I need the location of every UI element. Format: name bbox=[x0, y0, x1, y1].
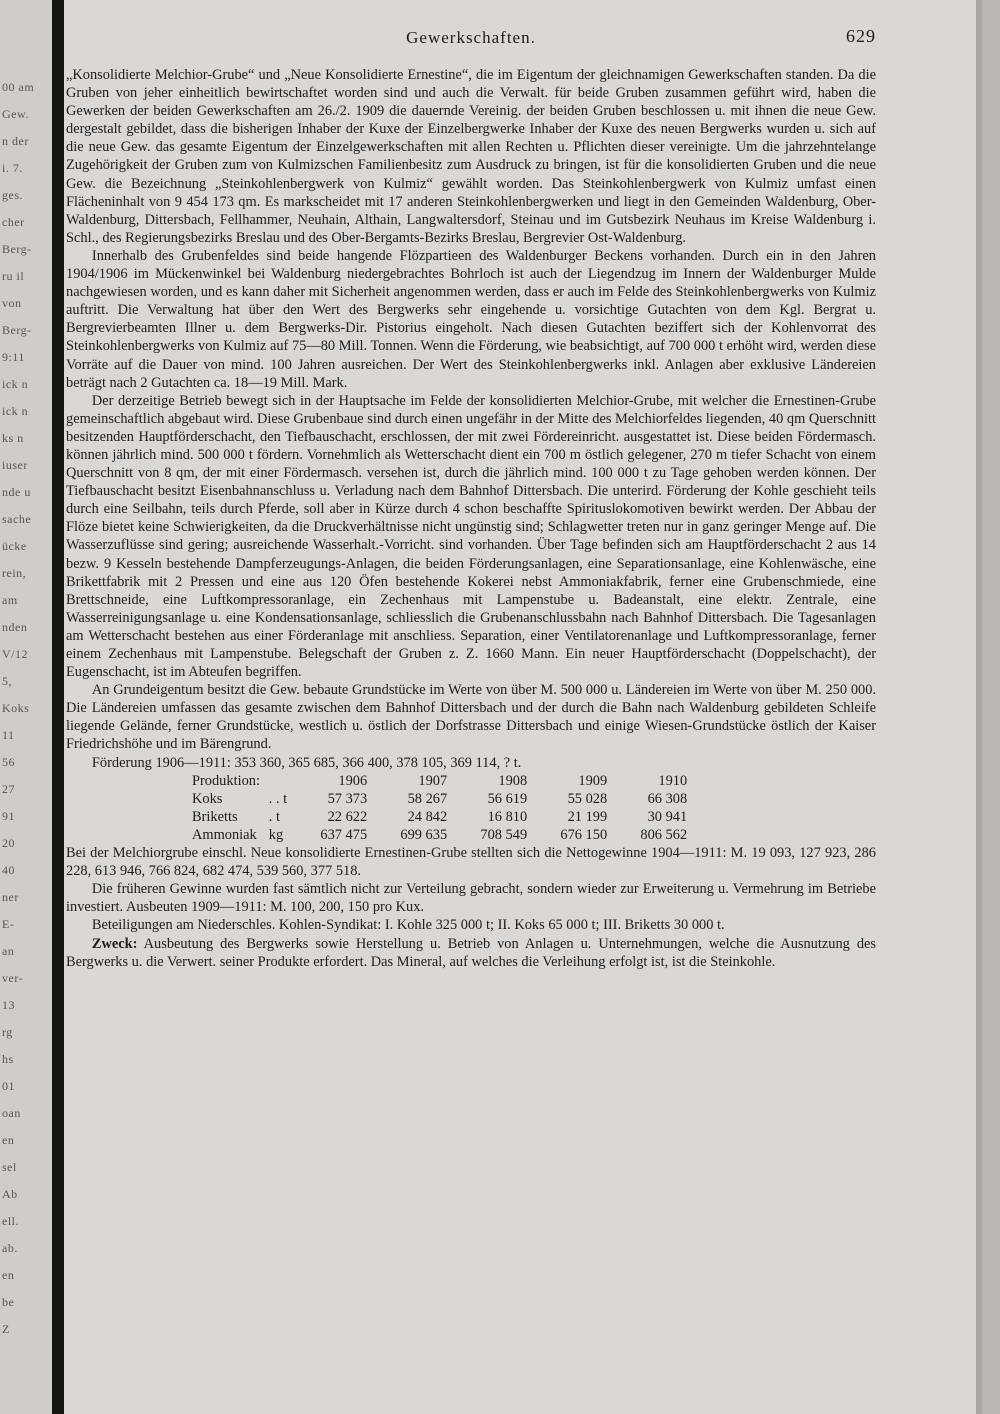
margin-fragment: 27 bbox=[2, 782, 15, 796]
product-unit: . . t bbox=[268, 790, 288, 807]
margin-fragment: ell. bbox=[2, 1214, 19, 1228]
margin-fragment: Gew. bbox=[2, 107, 29, 121]
production-row-briketts bbox=[186, 808, 693, 826]
value-cell: 16 810 bbox=[487, 808, 528, 825]
purpose-text: Ausbeutung des Bergwerks sowie Herstellung u. Betrieb von Anlagen u. Unternehmungen, welche die Ausnutzung des Bergwerks u. die Verwert. seiner Produkte erfordert. Das Mineral, auf welches die Verleihung erfolgt ist, ist die Steinkohle. bbox=[66, 935, 876, 970]
margin-fragment: ücke bbox=[2, 539, 27, 553]
margin-fragment: ab. bbox=[2, 1241, 18, 1255]
value-cell: 57 373 bbox=[327, 790, 368, 807]
production-label: Produktion: bbox=[192, 772, 260, 789]
margin-fragment: V/12 bbox=[2, 647, 28, 661]
margin-fragment: Berg- bbox=[2, 242, 32, 256]
year-cell: 1907 bbox=[418, 772, 448, 789]
margin-fragment: n der bbox=[2, 134, 29, 148]
margin-fragment: i. 7. bbox=[2, 161, 23, 175]
margin-fragment: Koks bbox=[2, 701, 30, 715]
page-number: 629 bbox=[846, 26, 876, 46]
year-cell: 1906 bbox=[338, 772, 368, 789]
value-cell: 24 842 bbox=[407, 808, 448, 825]
page-header bbox=[66, 26, 876, 52]
production-row-koks bbox=[186, 790, 693, 808]
margin-fragment: iuser bbox=[2, 458, 28, 472]
purpose-label: Zweck: bbox=[91, 935, 138, 952]
product-unit: . t bbox=[268, 808, 280, 825]
margin-fragment: Z bbox=[2, 1322, 10, 1336]
margin-fragment: 9:11 bbox=[2, 350, 25, 364]
product-name: Koks bbox=[192, 790, 223, 807]
product-unit: kg bbox=[268, 826, 284, 843]
paragraph-consolidation: „Konsolidierte Melchior-Grube“ und „Neue Konsolidierte Ernestine“, die im Eigentum der gleichnamigen Gewerkschaften standen. Da die Gruben von jeher einheitlich bewirtschaftet worden sind und auch die Verwalt. für beide Gruben zusammen geführt wird, haben die Gewerken der beiden Gewerkschaften am 26./2. 1909 die dauernde Vereinig. der beiden Gruben beschlossen u. mit ihnen die neue Gew. dergestalt gebildet, dass die bisherigen Inhaber der Kuxe der Einzelbergwerke Inhaber der Kuxe des neuen Bergwerks wurden u. sich auf die neue Gew. das gesamte Eigentum der Einzelgewerkschaften mit allen Rechten u. Pflichten dieser vereinigte. Um die jahrzehntelange Zugehörigkeit der Gruben zum von Kulmizschen Familienbesitz zum Ausdruck zu bringen, ist für die konsolidierten Gruben und die neue Gew. die Bezeichnung „Steinkohlenbergwerk von Kulmiz“ gewählt worden. Das Steinkohlenbergwerk von Kulmiz umfast einen Flächeninhalt von 9 454 173 qm. Es markscheidet mit 17 anderen Steinkohlenbergwerken und liegt in den Gemeinden Waldenburg, Ober-Waldenburg, Dittersbach, Fellhammer, Neuhain, Althain, Langwaltersdorf, Steinau und im Gutsbezirk Neuhaus im Kreise Waldenburg i. Schl., des Regierungsbezirks Breslau und des Ober-Bergamts-Bezirks Breslau, Bergrevier Ost-Waldenburg. bbox=[66, 67, 876, 246]
margin-fragment: cher bbox=[2, 215, 25, 229]
value-cell: 58 267 bbox=[407, 790, 448, 807]
running-title: Gewerkschaften. bbox=[406, 28, 536, 47]
paragraph-coal-reserves: Innerhalb des Grubenfeldes sind beide hangende Flözpartieen des Waldenburger Beckens vorhanden. Durch ein in den Jahren 1904/1906 im Mückenwinkel bei Waldenburg niedergebrachtes Bohrloch ist auch der Liegendzug im Innern der Waldenburger Mulde nachgewiesen worden, und es kann daher mit Sicherheit angenommen werden, dass er auch im Felde des Steinkohlenbergwerks von Kulmiz auftritt. Die Verwaltung hat über den Wert des Bergwerks sehr eingehende u. vorsichtige Gutachten von dem Kgl. Bergrat u. Bergrevierbeamten Illner u. dem Bergwerks-Dir. Pistorius eingeholt. Nach diesen Gutachten beziffert sich der Kohlenvorrat des Steinkohlenbergwerks von Kulmiz auf 75—80 Mill. Tonnen. Wenn die Förderung, wie beabsichtigt, auf 700 000 t erhöht wird, werden diese Vorräte auf die Dauer von mind. 100 Jahren ausreichen. Der Wert des Steinkohlenbergwerks inkl. Anlagen aber exklusive Ländereien beträgt nach 2 Gutachten ca. 18—19 Mill. Mark. bbox=[66, 247, 876, 391]
margin-fragment: ru il bbox=[2, 269, 25, 283]
value-cell: 21 199 bbox=[567, 808, 608, 825]
paragraph-dividends: Die früheren Gewinne wurden fast sämtlich nicht zur Verteilung gebracht, sondern wieder zur Erweiterung u. Vermehrung im Betriebe investiert. Ausbeuten 1909—1911: M. 100, 200, 150 pro Kux. bbox=[66, 881, 876, 916]
margin-fragment: hs bbox=[2, 1052, 14, 1066]
margin-fragment: sel bbox=[2, 1160, 17, 1174]
margin-fragment: 13 bbox=[2, 998, 15, 1012]
margin-fragment: 91 bbox=[2, 809, 15, 823]
year-cell: 1908 bbox=[498, 772, 528, 789]
value-cell: 637 475 bbox=[320, 826, 368, 843]
book-spine-shadow bbox=[52, 0, 64, 1414]
value-cell: 806 562 bbox=[640, 826, 688, 843]
margin-fragment: nden bbox=[2, 620, 28, 634]
production-table bbox=[186, 772, 693, 844]
margin-fragment: oan bbox=[2, 1106, 21, 1120]
margin-fragment: E- bbox=[2, 917, 15, 931]
value-cell: 676 150 bbox=[560, 826, 608, 843]
production-header-row bbox=[186, 772, 693, 790]
margin-fragment: 11 bbox=[2, 728, 15, 742]
value-cell: 56 619 bbox=[487, 790, 528, 807]
page-edge bbox=[982, 0, 1000, 1414]
paragraph-syndicate: Beteiligungen am Niederschles. Kohlen-Syndikat: I. Kohle 325 000 t; II. Koks 65 000 t; III. Briketts 30 000 t. bbox=[91, 917, 725, 934]
adjacent-page-margin bbox=[0, 0, 52, 1414]
margin-fragment: 5, bbox=[2, 674, 12, 688]
margin-fragment: 01 bbox=[2, 1079, 15, 1093]
paragraph-purpose bbox=[66, 935, 876, 971]
value-cell: 22 622 bbox=[327, 808, 368, 825]
production-row-ammoniak bbox=[186, 826, 693, 844]
margin-fragment: ick n bbox=[2, 404, 29, 418]
product-name: Ammoniak bbox=[192, 826, 257, 843]
paragraph-land-ownership: An Grundeigentum besitzt die Gew. bebaute Grundstücke im Werte von über M. 500 000 u. Ländereien im Werte von über M. 250 000. Die Ländereien umfassen das gesamte zwischen dem Bahnhof Dittersbach und der durch die Bahn nach Waldenburg gebildeten Schleife liegende Gelände, ferner Grundstücke, westlich u. östlich der Dorfstrasse Dittersbach und einige Wiesen-Grundstücke östlich der Kaiser Friedrichshöhe und im Bärengrund. bbox=[66, 682, 876, 753]
margin-fragment: 40 bbox=[2, 863, 15, 877]
document-page bbox=[66, 26, 876, 971]
value-cell: 55 028 bbox=[567, 790, 608, 807]
paragraph-output-figures: Förderung 1906—1911: 353 360, 365 685, 366 400, 378 105, 369 114, ? t. bbox=[91, 754, 522, 771]
margin-fragment: ks n bbox=[2, 431, 24, 445]
margin-fragment: Berg- bbox=[2, 323, 32, 337]
margin-fragment: nde u bbox=[2, 485, 31, 499]
page-body bbox=[66, 66, 876, 971]
margin-fragment: rg bbox=[2, 1025, 13, 1039]
margin-fragment: ner bbox=[2, 890, 19, 904]
margin-fragment: ick n bbox=[2, 377, 29, 391]
year-cell: 1910 bbox=[658, 772, 688, 789]
margin-fragment: Ab bbox=[2, 1187, 18, 1201]
value-cell: 30 941 bbox=[647, 808, 688, 825]
margin-fragment: von bbox=[2, 296, 22, 310]
year-cell: 1909 bbox=[578, 772, 608, 789]
margin-fragment: an bbox=[2, 944, 15, 958]
margin-fragment: ver- bbox=[2, 971, 24, 985]
paragraph-net-profits: Bei der Melchiorgrube einschl. Neue konsolidierte Ernestinen-Grube stellten sich die Nettogewinne 1904—1911: M. 19 093, 127 923, 286 228, 613 946, 766 824, 682 474, 539 560, 377 518. bbox=[66, 845, 876, 880]
margin-fragment: 56 bbox=[2, 755, 15, 769]
margin-fragment: ges. bbox=[2, 188, 23, 202]
value-cell: 66 308 bbox=[647, 790, 688, 807]
margin-fragment: sache bbox=[2, 512, 32, 526]
margin-fragment: be bbox=[2, 1295, 15, 1309]
value-cell: 699 635 bbox=[400, 826, 448, 843]
margin-fragment: en bbox=[2, 1133, 15, 1147]
margin-fragment: rein, bbox=[2, 566, 27, 580]
margin-fragment: 20 bbox=[2, 836, 15, 850]
paragraph-operations: Der derzeitige Betrieb bewegt sich in der Hauptsache im Felde der konsolidierten Melchior-Grube, mit welcher die Ernestinen-Grube gemeinschaftlich abgebaut wird. Diese Grubenbaue sind durch einen ungefähr in der Mitte des Melchiorfeldes liegenden, 40 qm Querschnitt besitzenden Hauptförderschacht, den Tiefbauschacht, erschlossen, der mit zwei Fördereinricht. ausgestattet ist. Diese beiden Fördermasch. können jährlich mind. 500 000 t fördern. Vornehmlich als Wetterschacht dient ein 700 m östlich gelegener, 270 m tiefer Schacht von einem Querschnitt von 8 qm, der mit einer Fördermasch. versehen ist, durch die jährlich mind. 100 000 t zu Tage gehoben werden können. Der Tiefbauschacht besitzt Eisenbahnanschluss u. Verladung nach dem Bahnhof Dittersbach. Die unterird. Förderung der Kohle geschieht teils durch eine Seilbahn, teils durch Pferde, soll aber in Kürze durch 4 schon beschaffte Spirituslokomotiven bewirkt werden. Der Abbau der Flöze bietet keine Schwierigkeiten, da die Druckverhältnisse nicht ungünstig sind; Schlagwetter treten nur in ganz geringer Menge auf. Die Wasserzuflüsse sind gering; ausreichende Wasserhalt.-Vorricht. sind vorhanden. Über Tage befinden sich am Hauptförderschacht 2 aus 14 bezw. 9 Kesseln bestehende Dampferzeugungs-Anlagen, die beiden Förderungsanlagen, eine Separationsanlage, eine Kohlenwäsche, eine Brikettfabrik mit 2 Pressen und eine aus 120 Öfen bestehende Kokerei nebst Ammoniakfabrik, ferner eine Grubenschmiede, eine Brettschneide, eine Luftkompressoranlage, ein Zechenhaus mit Lampenstube u. Badeanstalt, eine elektr. Zentrale, eine Wasserreinigungsanlage u. eine Kondensationsanlage, schliesslich die Grubenanschlussbahn nach Bahnhof Dittersbach. Die Tagesanlagen am Wetterschacht bestehen aus einer Förderanlage mit anschliess. Separation, einer Ventilatorenanlage und Luftkompressoranlage, ferner einem Zechenhaus mit Lampenstube. Belegschaft der Gruben z. Z. 1660 Mann. Ein neuer Hauptförderschacht (Doppelschacht), der Eugenschacht, ist im Abteufen begriffen. bbox=[66, 392, 877, 681]
product-name: Briketts bbox=[192, 808, 238, 825]
value-cell: 708 549 bbox=[480, 826, 528, 843]
margin-fragment: 00 am bbox=[2, 80, 35, 94]
margin-fragment: am bbox=[2, 593, 18, 607]
margin-fragment: en bbox=[2, 1268, 15, 1282]
